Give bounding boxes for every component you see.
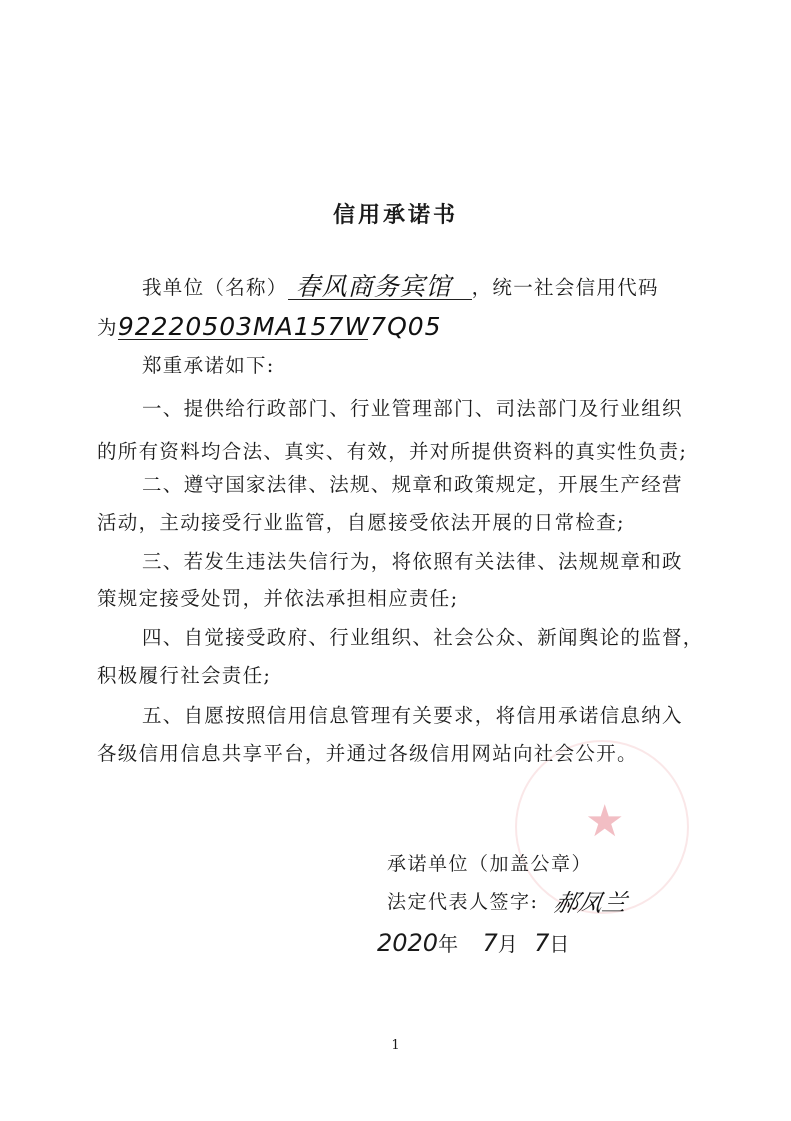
- date-month-char: 月: [497, 932, 518, 956]
- date-day: 7: [534, 929, 550, 957]
- clause-3-line-2: 策规定接受处罚，并依法承担相应责任;: [97, 587, 459, 610]
- credit-code-field: 92220503MA157W7Q05: [117, 312, 442, 341]
- date-month: 7: [482, 929, 498, 957]
- intro-prefix: 我单位（名称）: [142, 276, 288, 299]
- clause-5-line-2: 各级信用信息共享平台，并通过各级信用网站向社会公开。: [97, 742, 638, 765]
- clause-3-line-1: 三、若发生违法失信行为，将依照有关法律、法规规章和政: [142, 550, 683, 573]
- code-prefix: 为: [97, 316, 118, 339]
- document-title: 信用承诺书: [332, 203, 458, 228]
- date-day-char: 日: [549, 932, 570, 956]
- sign-date: [377, 928, 569, 957]
- clause-1-line-1: 一、提供给行政部门、行业管理部门、司法部门及行业组织: [142, 397, 683, 420]
- seal-star-icon: ★: [585, 796, 625, 847]
- date-year-char: 年: [438, 932, 459, 956]
- sign-unit-label: 承诺单位（加盖公章）: [387, 853, 593, 875]
- clause-1-line-2: 的所有资料均合法、真实、有效，并对所提供资料的真实性负责;: [97, 440, 688, 463]
- clause-4-line-1: 四、自觉接受政府、行业组织、社会公众、新闻舆论的监督，: [142, 626, 704, 649]
- intro-line: [142, 272, 659, 300]
- clause-2-line-2: 活动，主动接受行业监管，自愿接受依法开展的日常检查;: [97, 511, 625, 534]
- clause-4-line-2: 积极履行社会责任;: [97, 664, 272, 687]
- date-year: 2020: [377, 929, 439, 957]
- intro-suffix: ，统一社会信用代码: [471, 276, 659, 299]
- rep-signature: 郝凤兰: [551, 889, 630, 917]
- code-line: [97, 312, 442, 341]
- unit-name-field: 春风商务宾馆: [288, 275, 472, 300]
- clause-5-line-1: 五、自愿按照信用信息管理有关要求，将信用承诺信息纳入: [142, 704, 683, 727]
- pledge-lead: 郑重承诺如下:: [142, 354, 275, 377]
- sign-rep-label: 法定代表人签字:: [387, 891, 539, 913]
- clause-2-line-1: 二、遵守国家法律、法规、规章和政策规定，开展生产经营: [142, 473, 683, 496]
- page-number: 1: [391, 1038, 400, 1053]
